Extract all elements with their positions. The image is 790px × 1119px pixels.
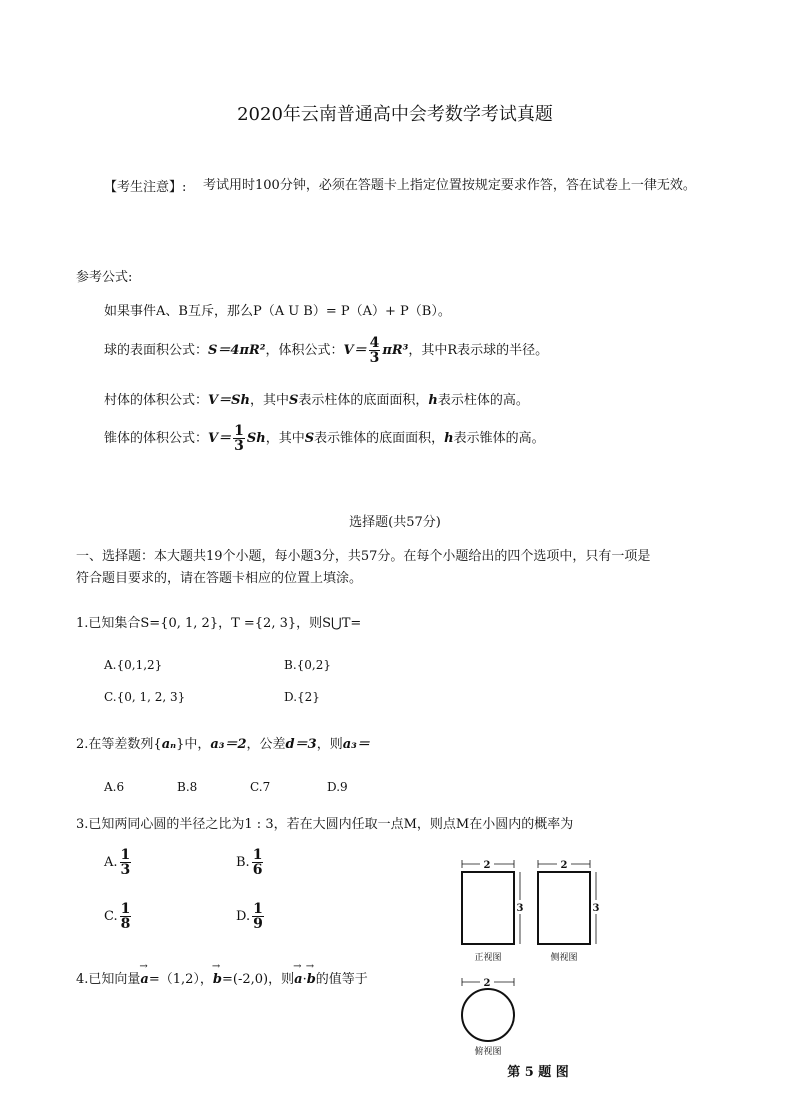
question-4-stem — [76, 968, 368, 987]
question-2-stem-a: 2.在等差数列{ — [76, 737, 162, 752]
fraction-denominator: 8 — [120, 916, 131, 932]
formula-cone-s: S — [304, 431, 315, 446]
option-label: B. — [236, 855, 250, 870]
question-4-stem-b: =（1,2）， — [148, 972, 213, 987]
formula-exclusive-events: 如果事件A、B互斥，那么P（A U B）= P（A）+ P（B）。 — [104, 304, 451, 319]
formula-prism-end: 表示柱体的高。 — [437, 393, 529, 408]
section-intro-line2: 符合题目要求的，请在答题卡相应的位置上填涂。 — [76, 571, 363, 586]
fraction-numerator: 1 — [234, 423, 244, 439]
page-title: 2020年云南普通高中会考数学考试真题 — [237, 104, 553, 125]
top-width-label: 2 — [483, 978, 491, 989]
vector-a-dot: → a — [294, 972, 302, 987]
formula-cone-sh: Sh — [246, 431, 266, 446]
question-1-stem: 1.已知集合S={0, 1, 2}，T ={2, 3}，则S⋃T= — [76, 616, 362, 631]
fraction-denominator: 3 — [369, 350, 380, 366]
figure-caption: 第 5 题 图 — [507, 1065, 569, 1080]
formula-prism-expr: V＝Sh — [208, 393, 250, 408]
three-view-figure — [448, 852, 618, 1086]
vector-b-dot: → b — [307, 972, 316, 987]
option-fraction — [252, 902, 264, 931]
option-fraction — [120, 902, 132, 931]
fraction-denominator: 6 — [252, 862, 263, 878]
option-label: D. — [236, 909, 251, 924]
formula-sphere-fraction — [369, 336, 381, 365]
front-view-label: 正视图 — [474, 953, 502, 963]
question-3-option-b — [236, 848, 265, 877]
formula-sphere-v: V＝ — [343, 343, 367, 358]
question-1-option-b: B.{0,2} — [284, 658, 331, 672]
fraction-denominator: 3 — [120, 862, 131, 878]
question-2-option-d: D.9 — [327, 780, 348, 794]
question-2-option-b: B.8 — [177, 780, 198, 794]
formula-cone-mid: ，其中 — [265, 431, 305, 446]
section-intro-line1: 一、选择题：本大题共19个小题，每小题3分，共57分。在每个小题给出的四个选项中，只有一项是 — [76, 549, 651, 564]
formula-cone-end: 表示锥体的高。 — [453, 431, 545, 446]
question-2-an: aₙ — [161, 737, 177, 752]
question-4-stem-c: =(-2,0)，则 — [222, 972, 295, 987]
question-4-stem-d: 的值等于 — [315, 972, 368, 987]
fraction-numerator: 1 — [253, 901, 263, 917]
dot-operator: · — [302, 972, 307, 987]
formula-prism-mid2: 表示柱体的底面面积， — [298, 393, 429, 408]
formula-cone-v: V＝ — [208, 431, 232, 446]
side-width-label: 2 — [560, 860, 568, 871]
question-2-stem-d: ，则 — [316, 737, 343, 752]
formula-cone-mid2: 表示锥体的底面面积， — [314, 431, 445, 446]
question-2-stem-b: }中， — [176, 737, 211, 752]
question-2-ask: a₃＝ — [342, 737, 370, 752]
question-2-stem — [76, 733, 370, 752]
question-2-cond1: a₃＝2 — [210, 737, 247, 752]
formula-prism-s: S — [288, 393, 299, 408]
formula-sphere-end: ，其中R表示球的半径。 — [408, 343, 549, 358]
fraction-numerator: 1 — [252, 847, 263, 863]
formula-sphere-surface: S＝4πR² — [208, 343, 266, 358]
fraction-numerator: 1 — [120, 901, 131, 917]
top-circle — [462, 989, 514, 1041]
front-width-label: 2 — [483, 860, 491, 871]
fraction-numerator: 4 — [369, 335, 380, 351]
formula-cone — [104, 424, 545, 454]
question-3-option-c — [104, 902, 133, 931]
question-4-stem-a: 4.已知向量 — [76, 972, 141, 987]
side-view-label: 侧视图 — [550, 953, 578, 963]
formula-cone-fraction — [233, 424, 245, 453]
section-title: 选择题(共57分) — [349, 515, 441, 530]
fraction-denominator: 9 — [253, 916, 263, 932]
side-height-label: 3 — [592, 903, 600, 914]
side-rectangle — [538, 872, 590, 944]
question-3-stem: 3.已知两同心圆的半径之比为1 : 3，若在大圆内任取一点M，则点M在小圆内的概率为 — [76, 817, 574, 832]
formula-prism — [104, 389, 529, 408]
formula-prism-mid: ，其中 — [249, 393, 289, 408]
formula-cone-label: 锥体的体积公式： — [104, 431, 209, 446]
formula-prism-label: 村体的体积公式： — [104, 393, 209, 408]
front-view — [462, 858, 525, 963]
formula-sphere-label: 球的表面积公式： — [104, 343, 209, 358]
top-view — [462, 976, 514, 1057]
fraction-denominator: 3 — [234, 438, 244, 454]
option-fraction — [120, 848, 132, 877]
front-height-label: 3 — [516, 903, 524, 914]
formula-sphere-mid: ，体积公式： — [265, 343, 344, 358]
question-3-option-a — [104, 848, 133, 877]
vector-b: → b — [213, 972, 222, 987]
formula-heading: 参考公式: — [76, 270, 133, 285]
question-3-option-d — [236, 902, 266, 931]
question-1-option-a: A.{0,1,2} — [104, 658, 163, 672]
front-rectangle — [462, 872, 514, 944]
top-view-label: 俯视图 — [474, 1047, 502, 1057]
formula-sphere-volume-tail: πR³ — [382, 343, 409, 358]
formula-cone-h: h — [444, 431, 454, 446]
question-2-option-a: A.6 — [104, 780, 125, 794]
notice-label: 【考生注意】: — [104, 180, 187, 195]
question-2-stem-c: ，公差 — [246, 737, 286, 752]
formula-sphere — [104, 336, 548, 366]
question-2-option-c: C.7 — [250, 780, 271, 794]
question-2-cond2: d＝3 — [285, 737, 317, 752]
side-view — [538, 858, 601, 963]
question-1-option-c: C.{0, 1, 2, 3} — [104, 690, 186, 704]
option-label: A. — [104, 855, 118, 870]
option-fraction — [252, 848, 264, 877]
fraction-numerator: 1 — [120, 847, 131, 863]
question-1-option-d: D.{2} — [284, 690, 320, 704]
formula-prism-h: h — [428, 393, 438, 408]
vector-a: → a — [140, 972, 148, 987]
option-label: C. — [104, 909, 118, 924]
notice-text: 考试用时100分钟，必须在答题卡上指定位置按规定要求作答，答在试卷上一律无效。 — [203, 178, 696, 193]
